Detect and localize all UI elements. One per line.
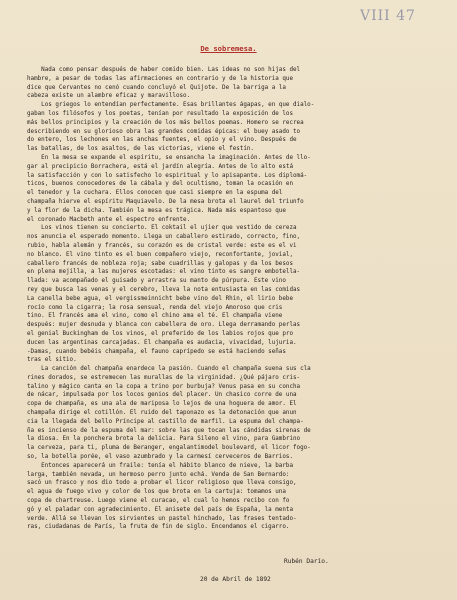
body-line: y la flor de la dicha. También la mesa es trágica. Nada más espantoso que (27, 207, 286, 214)
body-line: Los vinos tienen su concierto. El coktail el ujier que vestido de cereza (27, 225, 297, 232)
body-line: ducen las argentinas carcajadas. El champaña es audacia, vivacidad, lujuria. (27, 339, 297, 346)
body-line: gó y el paladar con agradecimiento. El anisete del país de España, la menta (27, 506, 293, 513)
body-line: tras el sitio. (27, 357, 77, 364)
body-line: La canella bebe agua, el vergissmeinnicht bebe vino del Rhin, el lirio bebe (27, 295, 293, 302)
body-line: el coronado Macbeth ante el espectro enfrente. (27, 216, 191, 223)
body-line: En la mesa se expande el espíritu, se ensancha la imaginación. Antes de llo- (27, 154, 311, 161)
body-line: La canción del champaña enardece la pasión. Cuando el champaña suena sus cla (27, 366, 311, 373)
body-line: no blanco. El vino tinto es el buen compañero viejo, reconfortante, jovial, (27, 251, 293, 258)
body-line: de nácar, impulsada por los locos genios del placer. Un chasico corre de una (27, 392, 297, 399)
body-line: tino. El francés ama el vino, como el chino ama el té. El champaña viene (27, 313, 283, 320)
body-line: gar al precipicio Borrachera, está el jardín alegría. Antes de lo alto está (27, 163, 293, 170)
body-line: las batallas, de los asaltos, de las victorias, viene el festín. (27, 146, 254, 153)
body-line: la cerveza, para ti, pluma de Beranger, engalantimodel boulevard, el licor fogo- (27, 445, 311, 452)
body-line: en plena mejilla, a las mujeres escotadas: el vino tinto es sangre embotella- (27, 269, 301, 276)
body-line: ras, ciudadanas de París, la fruta de fin de siglo. Encendamos el cigarro. (27, 524, 290, 531)
body-line: larga, también nevada, un hermoso perro junto echá. Venda de San Bernardo: (27, 471, 290, 478)
body-line: rubio, habla alemán y francés, su corazón es de cristal verde: este es el vi (27, 242, 297, 249)
author-signature: Rubén Darío. (284, 558, 329, 565)
body-line: copa de chartreuse. Luego viene el curacao, el cual lo hemos recibo con fo (27, 498, 290, 505)
archive-reference-mark: VIII 47 (360, 8, 416, 24)
body-line: gaban los filósofos y los poetas, tenían por resultado la exposición de los (27, 110, 293, 117)
body-line: talino y mágico canta en la copa a trino por burbuja? Venus pasa en su concha (27, 383, 301, 390)
body-line: la satisfacción y con lo satisfecho lo espiritual y lo apisapante. Los diplomá- (27, 172, 308, 179)
body-line: cabeza existe un alambre eficaz y maravilloso. (27, 93, 191, 100)
article-title: De sobremesa. (200, 44, 257, 53)
body-line: Nada como pensar después de haber comido bien. Las ideas no son hijas del (27, 67, 301, 73)
body-line: copa de champaña, es una ala de mariposa lo lejos de una hoguera de amor. El (27, 401, 297, 408)
body-line: sacó un frasco y nos dio todo a probar el licor religioso que lleva consigo, (27, 480, 297, 487)
body-line: hambre, a pesar de todas las afirmaciones en contrario y de la historia que (27, 75, 293, 82)
body-line: Los griegos lo entendían perfectamente. Esas brillantes ágapas, en que dialo- (27, 102, 315, 109)
body-line: el agua de fuego vivo y color de los que brota en la cartuja: tomamos una (27, 489, 286, 496)
body-line: -Damas, cuando bebéis champaña, el fauno caprípedo se está haciendo señas (27, 348, 286, 355)
body-line: ña es incienso de la espuma del mar: sobre las que tocan las cándidas sirenas de (27, 427, 311, 434)
article-body (27, 66, 432, 532)
body-line: después: mujer desnuda y blanca con cabellera de oro. Llega derramando perlas (27, 322, 301, 329)
body-line: caballero francés de nobleza roja; sabe cuadrillas y galopas y da los besos (27, 260, 293, 267)
body-line: rines dorados, se estremecen las murallas de la virginidad. ¿Qué pájaro cris- (27, 374, 301, 381)
body-line: ticos, buenos conocedores de la cábala y del ocultismo, toman la ocasión en (27, 181, 293, 188)
body-line: rey que busca las venas y el cerebro, lleva la nota entusiasta en las comidas (27, 286, 301, 293)
body-line: champaña hierve el espíritu Maquiavelo. De la mesa brota el laurel del triunfo (27, 198, 304, 205)
article-date: 20 de Abril de 1892 (200, 576, 271, 583)
body-line: nos anuncia el esperado momento. Llega un caballero estirado, correcto, fino, (27, 234, 301, 241)
body-line: so, la botella porée, el vaso azumbrado y la carmesí cerveceros de Barrios. (27, 454, 293, 461)
body-line: cia la llegada del bello Príncipe al castillo de marfil. La espuma del champa- (27, 418, 304, 425)
body-line: el genial Buckingham de los vinos, el preferido de los labios rojos que pro (27, 330, 293, 337)
body-line: champaña dirige el cotillón. El ruido del taponazo es la detonación que anun (27, 410, 297, 417)
body-line: llada: va acompañado el guisado y arrastra su manto de púrpura. Este vino (27, 278, 286, 285)
body-line: describiendo en su glorioso obra las grandes comidas épicas: el buey asado to (27, 128, 301, 135)
body-line: verde. Allá se llevan los sirvientes un pastel hinchado, las frases tentado- (27, 515, 297, 522)
body-line: rocío como la cigarra; la rosa sensual, renda del viejo Amoroso que cris (27, 304, 283, 311)
body-line: el tenedor y la cuchara. Ellos conocen que casi siempre en la espuma del (27, 190, 283, 197)
body-line: do entero, los lechones en las anchas fuentes, el opio y el vino. Después de (27, 137, 297, 144)
body-line: dice que Cervantes no cenó cuando concluyó el Quijote. De la barriga a la (27, 84, 286, 91)
body-line: la diosa. En la ponchera brota la delicia. Para Sileno el vino, para Gambrino (27, 436, 301, 443)
body-line: más bellos principios y la creación de los más bellos poemas. Homero se recrea (27, 119, 304, 126)
body-line: Entonces aparecerá un fraile: tenía el hábito blanco de nieve, la barba (27, 462, 293, 469)
